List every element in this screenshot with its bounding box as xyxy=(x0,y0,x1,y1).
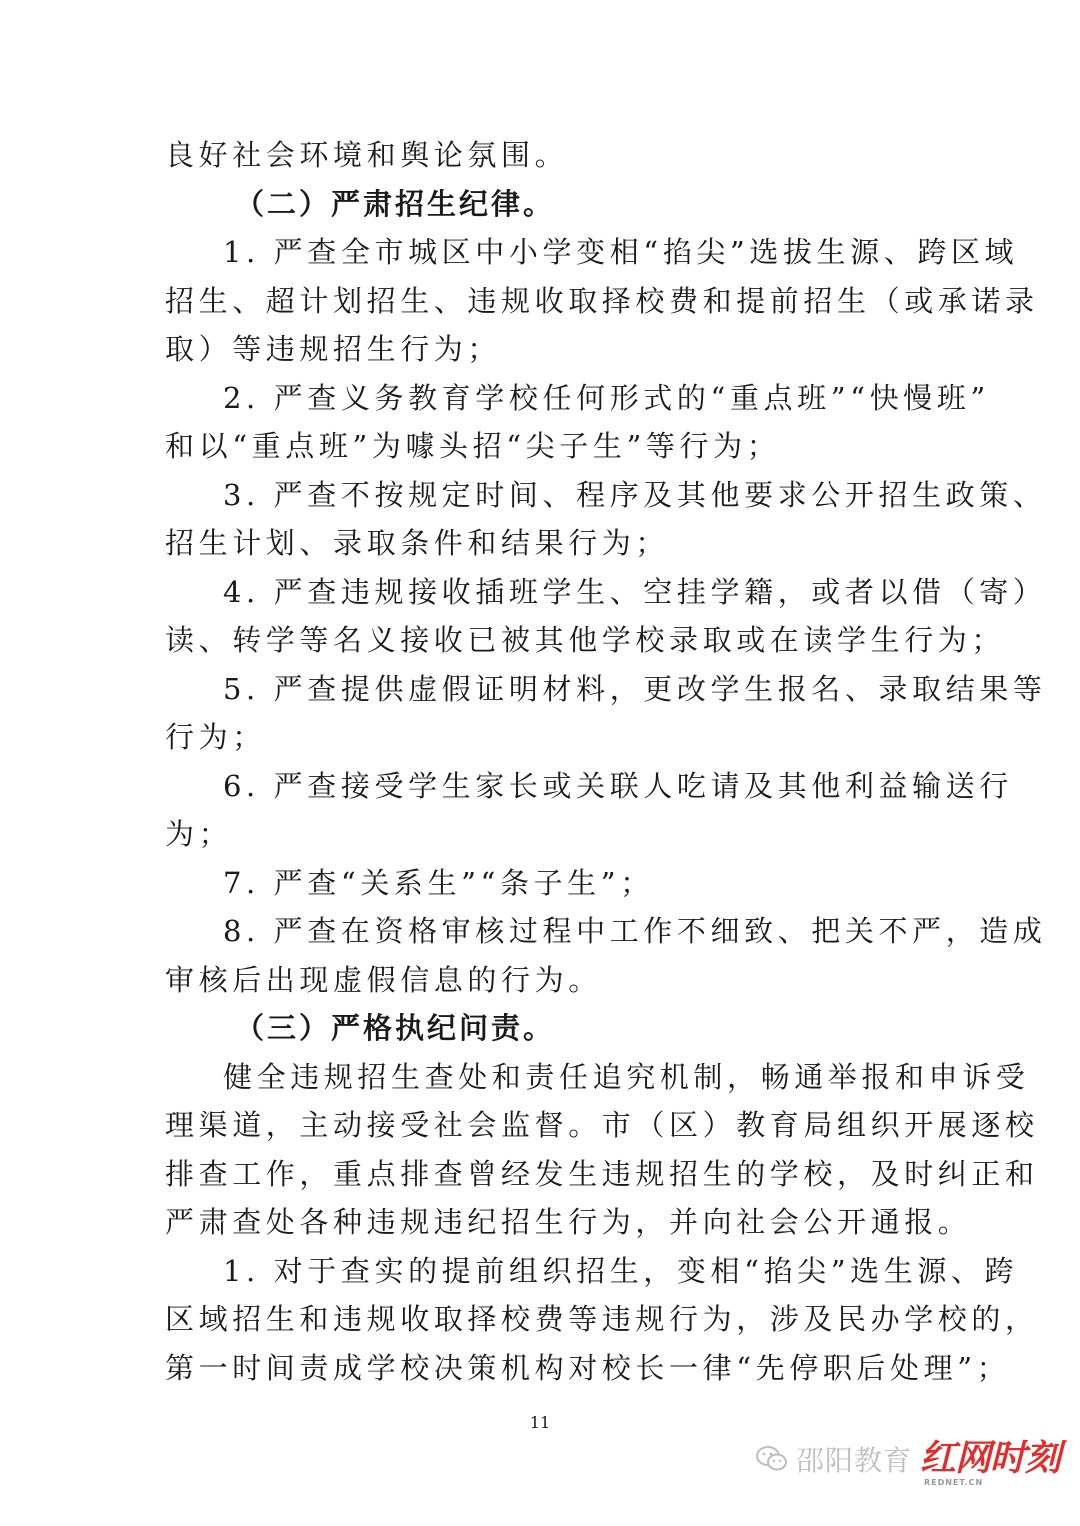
text-line: 区域招生和违规收取择校费等违规行为，涉及民办学校的， xyxy=(165,1302,1039,1336)
watermark-account-name: 邵阳教育 xyxy=(795,1444,912,1477)
text-line: 严肃查处各种违规违纪招生行为，并向社会公开通报。 xyxy=(165,1205,972,1239)
text-line: 排查工作，重点排查曾经发生违规招生的学校，及时纠正和 xyxy=(165,1156,1039,1191)
text-line: 7. 严查“关系生”“条子生”； xyxy=(223,865,654,900)
watermark xyxy=(756,1434,1060,1487)
text-line: 8. 严查在资格审核过程中工作不细致、把关不严，造成 xyxy=(223,914,1047,948)
page-number: 11 xyxy=(529,1413,551,1432)
text-line: 读、转学等名义接收已被其他学校录取或在读学生行为； xyxy=(165,623,1006,657)
rednet-logo-sub: REDNET.CN xyxy=(923,1478,984,1487)
text-line: 和以“重点班”为噱头招“尖子生”等行为； xyxy=(165,429,781,463)
wechat-icon xyxy=(756,1445,788,1473)
section-heading: （二）严肃招生纪律。 xyxy=(235,186,556,221)
text-line: 招生、超计划招生、违规收取择校费和提前招生（或承诺录 xyxy=(165,283,1039,318)
rednet-logo xyxy=(919,1438,1060,1487)
text-line: 3. 严查不按规定时间、程序及其他要求公开招生政策、 xyxy=(223,477,1047,512)
text-line: 1. 对于查实的提前组织招生，变相“掐尖”选生源、跨 xyxy=(223,1253,1019,1288)
text-line: 良好社会环境和舆论氛围。 xyxy=(165,138,569,172)
rednet-logo-text-2: 时刻 xyxy=(989,1438,1060,1479)
text-line: 第一时间责成学校决策机构对校长一律“先停职后处理”； xyxy=(165,1350,1011,1385)
section-heading: （三）严格执纪问责。 xyxy=(235,1011,556,1045)
text-line: 理渠道，主动接受社会监督。市（区）教育局组织开展逐校 xyxy=(165,1108,1039,1142)
text-line: 行为； xyxy=(165,720,266,754)
document-body xyxy=(165,131,1047,1392)
text-line: 为； xyxy=(165,817,233,851)
text-line: 5. 严查提供虚假证明材料，更改学生报名、录取结果等 xyxy=(223,671,1047,706)
text-line: 健全违规招生查处和责任追究机制，畅通举报和申诉受 xyxy=(223,1059,1030,1094)
text-line: 招生计划、录取条件和结果行为； xyxy=(165,526,670,560)
text-line: 6. 严查接受学生家长或关联人吃请及其他利益输送行 xyxy=(223,768,1013,803)
text-line: 1. 严查全市城区中小学变相“掐尖”选拔生源、跨区域 xyxy=(223,235,1019,269)
text-line: 审核后出现虚假信息的行为。 xyxy=(165,962,602,997)
rednet-logo-text: 红网 xyxy=(919,1438,990,1479)
text-line: 2. 严查义务教育学校任何形式的“重点班”“快慢班” xyxy=(223,380,990,415)
text-line: 取）等违规招生行为； xyxy=(165,332,502,366)
text-line: 4. 严查违规接收插班学生、空挂学籍，或者以借（寄） xyxy=(223,574,1047,609)
